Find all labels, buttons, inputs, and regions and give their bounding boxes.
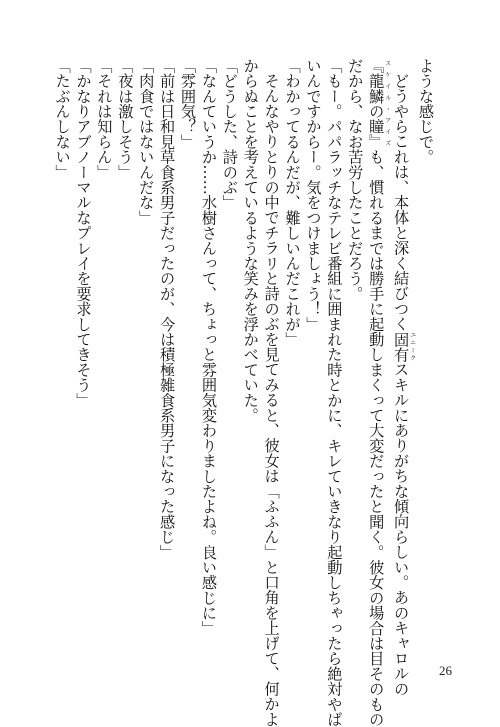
dialogue-line: 「それは知らん」: [95, 58, 114, 180]
dialogue-line: 「もー。パパラッチなテレビ番組に囲まれた時とかに、キレていきなり起動しちゃったら絶対やば: [325, 58, 344, 727]
dialogue-line: 「肉食ではないんだな」: [137, 58, 156, 226]
text-line: どうやらこれは、本体と深く結びつく固有ユニークスキルにありがちな傾向らしい。あのキャロルの: [392, 73, 416, 697]
dialogue-line: いんですからー。気をつけましょう！」: [304, 58, 323, 332]
text-line: 『龍鱗の瞳』スケイル・アイズも、慣れるまでは勝手に起動しまくって大変だったと聞く。彼女の場合は目そのもの: [367, 58, 391, 727]
furigana: 『龍鱗の瞳』スケイル・アイズ: [367, 58, 391, 150]
dialogue-line: 「雰囲気？」: [179, 58, 198, 150]
body-text: [53, 58, 436, 727]
text-line: からぬことを考えているような笑みを浮かべていた。: [241, 58, 260, 423]
dialogue-line: 「かなりアブノーマルなプレイを要求してきそう」: [74, 58, 93, 408]
dialogue-line: 「夜は激しそう」: [116, 58, 135, 180]
text-line: ような感じで。: [417, 58, 435, 165]
furigana: 固有ユニーク: [392, 331, 416, 362]
dialogue-line: 「前は日和見草食系男子だったのが、今は積極雑食系男子になった感じ」: [158, 58, 177, 560]
dialogue-line: 「たぶんしない」: [53, 58, 72, 180]
dialogue-line: 「どうした、詩のぶ」: [220, 58, 239, 210]
page-number: 26: [439, 663, 452, 678]
text-line: だから、なお苦労したことだろう。: [346, 58, 365, 302]
dialogue-line: 「なんていうか……水樹さんって、ちょっと雰囲気変わりましたよね。良い感じに」: [199, 58, 218, 636]
dialogue-line: 「わかってるんだが、難しいんだこれが」: [283, 58, 302, 347]
text-line: そんなやりとりの中でチラリと詩のぶを見てみると、彼女は「ふふん」と口角を上げて、何かよ: [262, 73, 281, 727]
